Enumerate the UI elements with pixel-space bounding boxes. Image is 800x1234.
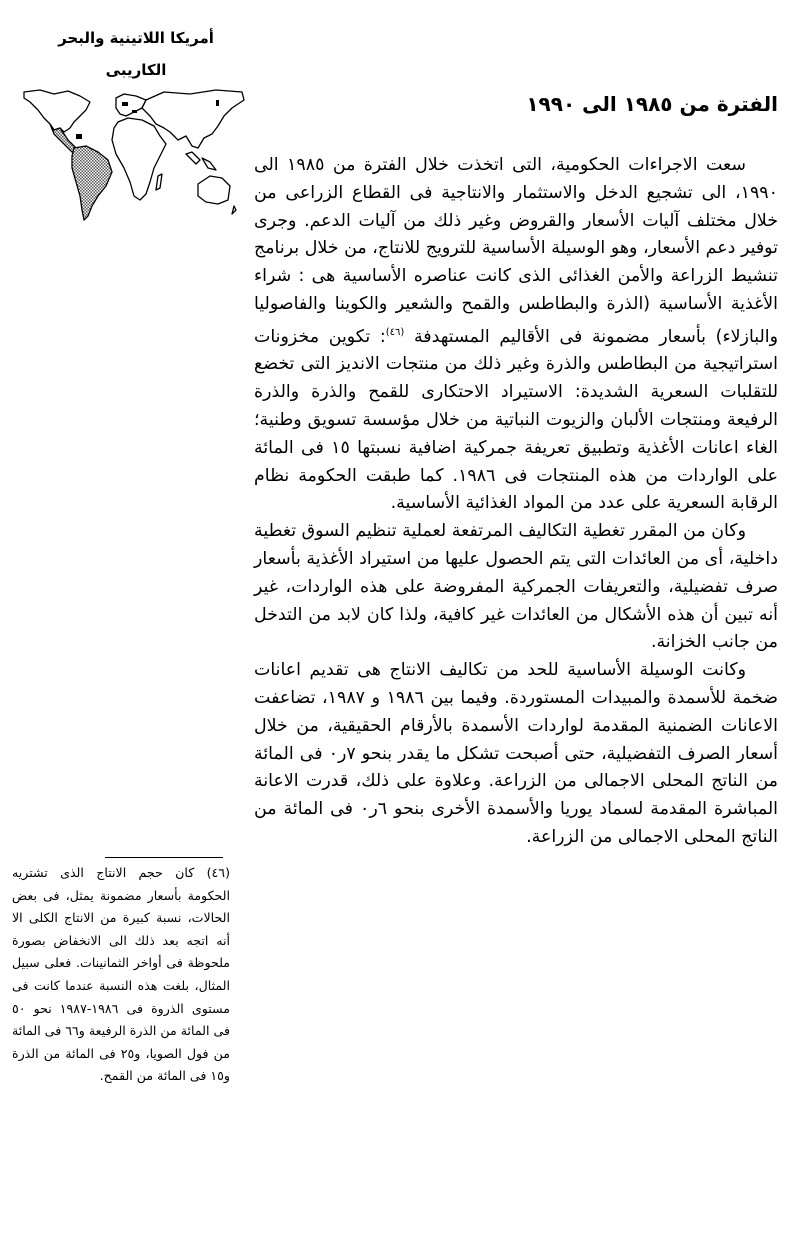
footnote-reference[interactable]: (٤٦) (385, 326, 405, 338)
footnote-body: كان حجم الانتاج الذى تشتريه الحكومة بأسعار مضمونة يمثل، فى بعض الحالات، نسبة كبيرة من الانتاج الكلى الا أنه اتجه بعد ذلك الى الانخفاض بصورة ملحوظة فى أواخر الثمانينات. فعلى سبيل المثال، بلغت هذه النسبة عندما كانت فى مستوى الذروة فى ١٩٨٦-١٩٨٧ نحو ٥٠ فى المائة من الذرة الرفيعة و٦٦ فى المائة من فول الصويا، و٢٥ فى المائة من الذرة و١٥ فى المائة من القمح. (12, 865, 230, 1084)
paragraph-1-text-a: سعت الاجراءات الحكومية، التى اتخذت خلال الفترة من ١٩٨٥ الى ١٩٩٠، الى تشجيع الدخل والاستثمار والانتاجية فى القطاع الزراعى من خلال مختلف آليات الأسعار والقروض وغير ذلك من آليات الدعم. وجرى توفير دعم الأسعار، وهو الوسيلة الأساسية للترويج للانتاج، من خلال برنامج تنشيط الزراعة والأمن الغذائى الذى كانت عناصره الأساسية هى : شراء الأغذية الأساسية (الذرة والبطاطس والقمح والشعير والكوينا والفاصوليا والبازلاء) بأسعار مضمونة فى الأقاليم المستهدفة (254, 155, 779, 347)
section-body (254, 152, 778, 852)
paragraph-3: وكانت الوسيلة الأساسية للحد من تكاليف الانتاج هى تقديم اعانات ضخمة للأسمدة والمبيدات المستوردة. وفيما بين ١٩٨٦ و ١٩٨٧، تضاعفت الاعانات الضمنية المقدمة لواردات الأسمدة بالأرقام الحقيقية، من خلال أسعار الصرف التفضيلية، حتى أصبحت تشكل ما يقدر بنحو ٧ر٠ فى المائة من الناتج المحلى الاجمالى من الزراعة. وعلاوة على ذلك، قدرت الاعانة المباشرة المقدمة لسماد يوريا والأسمدة الأخرى بنحو ٦ر٠ فى المائة من الناتج المحلى الاجمالى من الزراعة. (254, 660, 778, 847)
paragraph-1-text-b: : تكوين مخزونات استراتيجية من البطاطس والذرة وغير ذلك من منتجات الانديز التى تخضع للتقلبات السعرية الشديدة: الاستيراد الاحتكارى للقمح والذرة والذرة الرفيعة ومنتجات الألبان والزيوت النباتية من خلال مؤسسة تسويق وطنية؛ الغاء اعانات الأغذية وتطبيق تعريفة جمركية اضافية نسبتها ١٥ فى المائة على الواردات من هذه المنتجات فى ١٩٨٦. كما طبقت الحكومة نظام الرقابة السعرية على عدد من المواد الغذائية الأساسية. (254, 326, 779, 514)
footnote (12, 862, 230, 1088)
region-title-line1: أمريكا اللاتينية والبحر (58, 29, 214, 47)
region-title-line2: الكاريبى (105, 61, 167, 79)
world-map-icon (20, 88, 252, 223)
region-label (20, 22, 252, 86)
paragraph-2: وكان من المقرر تغطية التكاليف المرتفعة لعملية تنظيم السوق تغطية داخلية، أى من العائدات التى يتم الحصول عليها من استيراد الأغذية بأسعار صرف تفضيلية، والتعريفات الجمركية المفروضة على هذه الواردات، غير أنه تبين أن هذه الأشكال من العائدات غير كافية، ولذا كان لابد من التدخل من جانب الخزانة. (254, 521, 778, 653)
section-heading: الفترة من ١٩٨٥ الى ١٩٩٠ (526, 92, 778, 116)
paragraph-1 (254, 152, 778, 518)
footnote-divider (105, 857, 223, 858)
footnote-number: (٤٦) (206, 865, 230, 880)
